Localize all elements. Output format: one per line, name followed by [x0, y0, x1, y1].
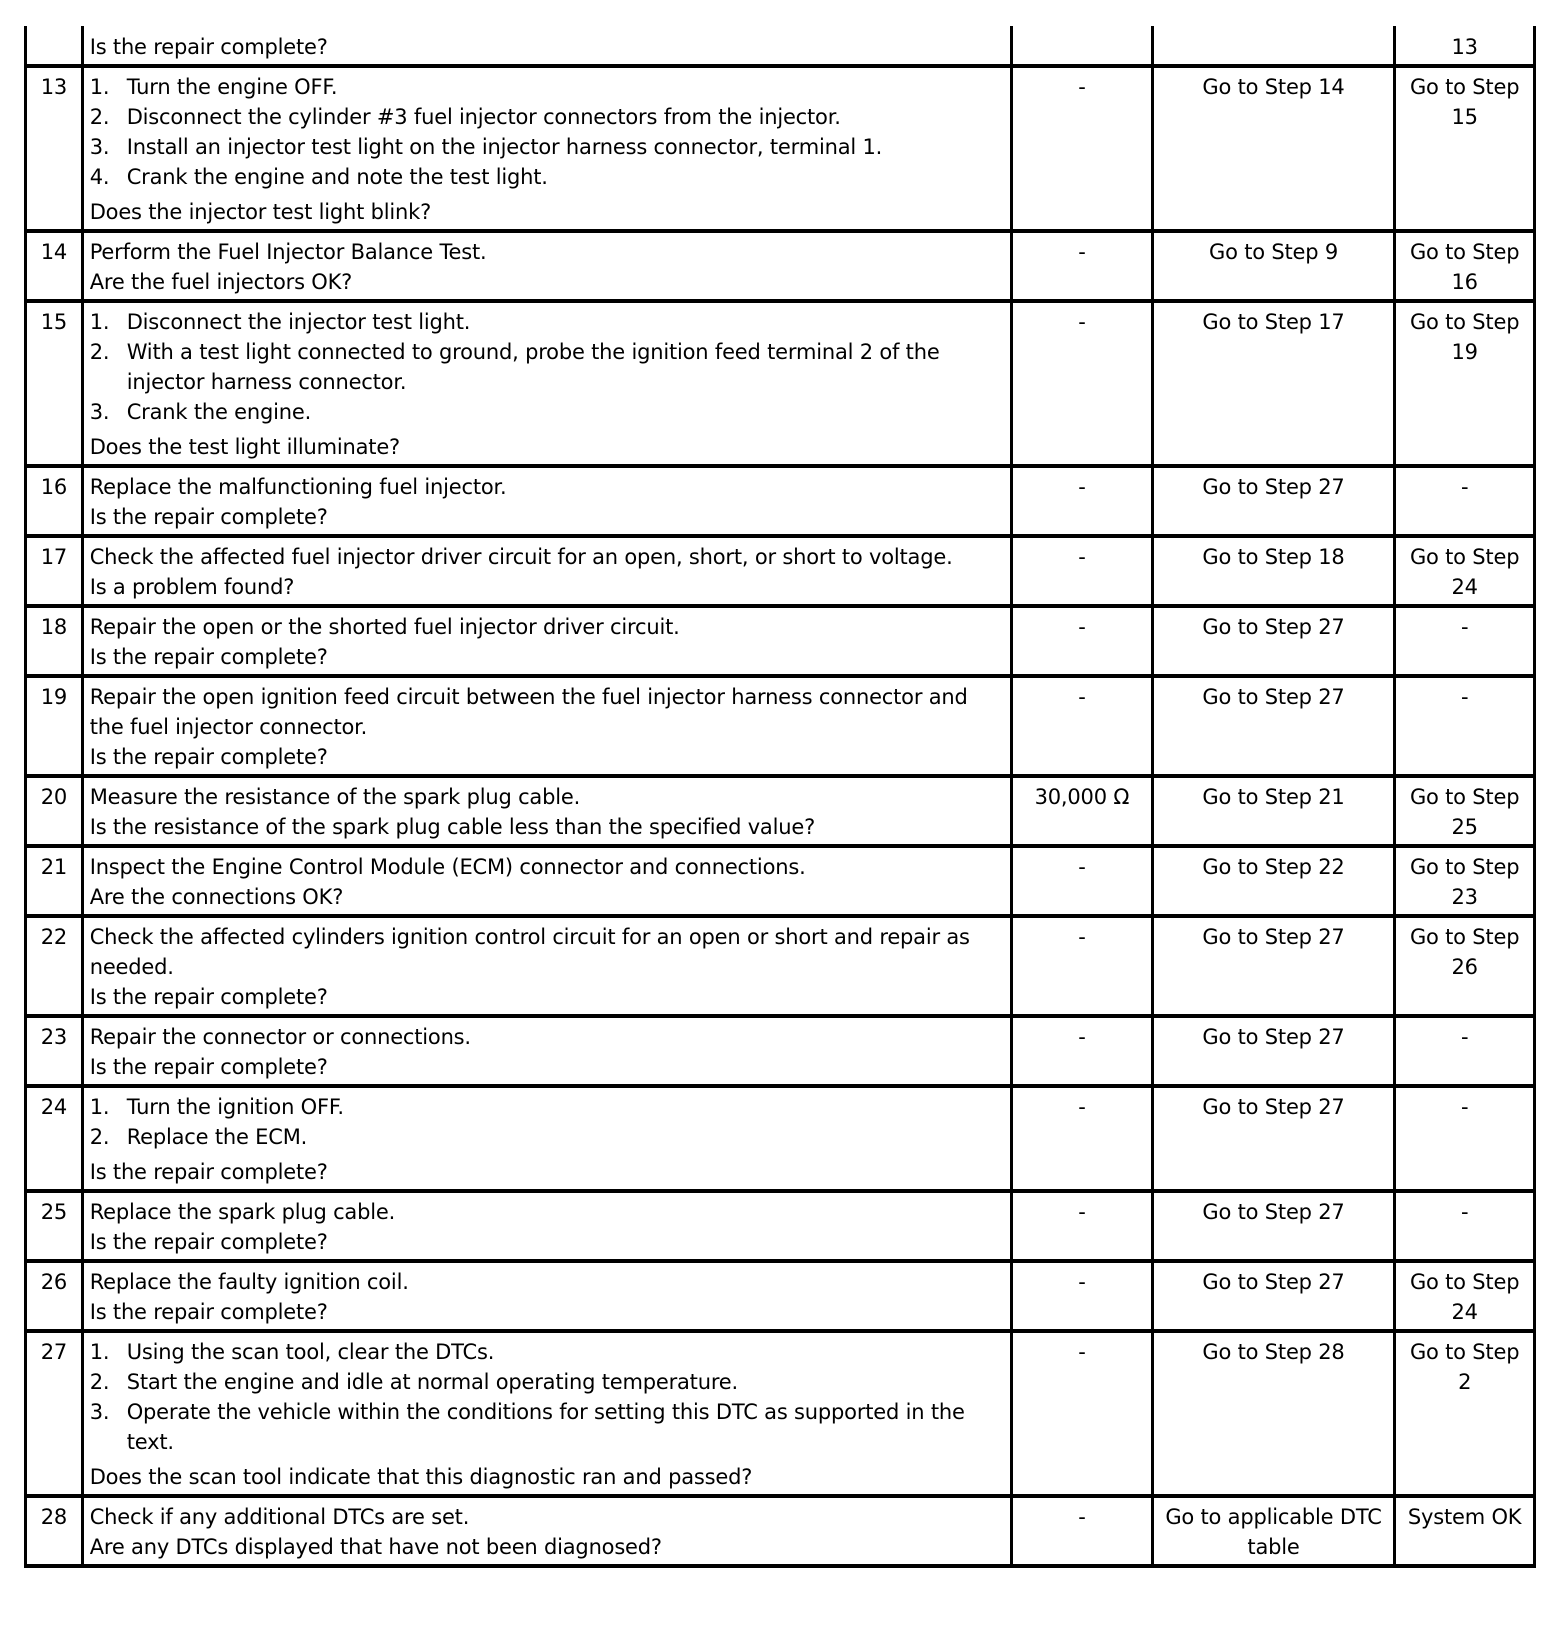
no-cell: Go to Step 25 — [1395, 776, 1535, 846]
table-body — [26, 26, 1535, 1566]
action-step-text: Turn the engine OFF. — [126, 75, 338, 99]
action-step — [90, 1397, 1004, 1457]
no-cell: Go to Step 24 — [1395, 536, 1535, 606]
table-row — [26, 1261, 1535, 1331]
yes-cell: Go to Step 27 — [1152, 1016, 1395, 1086]
action-text-line: Perform the Fuel Injector Balance Test. — [89, 240, 487, 264]
step-number-cell: 14 — [26, 231, 83, 301]
yes-cell — [1152, 26, 1395, 66]
action-text-line: Is the repair complete? — [89, 1055, 328, 1079]
action-cell — [82, 301, 1011, 466]
action-cell — [82, 606, 1011, 676]
step-cell — [26, 26, 83, 66]
action-step — [90, 72, 1004, 102]
no-cell: Go to Step 24 — [1395, 1261, 1535, 1331]
diagnostic-steps-table — [24, 26, 1536, 1568]
no-cell: Go to Step 2 — [1395, 1331, 1535, 1496]
table-row — [26, 1086, 1535, 1191]
action-text-line: Is the repair complete? — [89, 745, 328, 769]
table-row — [26, 1191, 1535, 1261]
table-row — [26, 1496, 1535, 1566]
action-text-line: Inspect the Engine Control Module (ECM) connector and connections. — [89, 855, 806, 879]
action-steps-list — [90, 72, 1004, 192]
action-step-text: Disconnect the injector test light. — [126, 310, 471, 334]
yes-cell: Go to Step 18 — [1152, 536, 1395, 606]
action-step — [90, 1337, 1004, 1367]
yes-cell: Go to Step 27 — [1152, 466, 1395, 536]
table-row — [26, 776, 1535, 846]
value-cell: - — [1012, 231, 1153, 301]
action-step-text: Using the scan tool, clear the DTCs. — [126, 1340, 495, 1364]
value-cell: - — [1012, 66, 1153, 231]
action-text-line: Measure the resistance of the spark plug cable. — [89, 785, 581, 809]
table-row — [26, 536, 1535, 606]
table-row — [26, 676, 1535, 776]
action-step-text: Crank the engine. — [126, 400, 312, 424]
value-cell: - — [1012, 606, 1153, 676]
yes-cell: Go to applicable DTC table — [1152, 1496, 1395, 1566]
action-steps-list — [90, 1337, 1004, 1457]
action-step-text: Turn the ignition OFF. — [126, 1095, 344, 1119]
table-row-continued — [26, 26, 1535, 66]
action-step-text: Install an injector test light on the injector harness connector, terminal 1. — [126, 135, 883, 159]
action-step — [90, 162, 1004, 192]
value-cell: - — [1012, 1261, 1153, 1331]
no-cell: - — [1395, 676, 1535, 776]
action-text-line: Replace the faulty ignition coil. — [89, 1270, 409, 1294]
step-number-cell: 19 — [26, 676, 83, 776]
action-steps-list — [90, 1092, 1004, 1152]
yes-cell: Go to Step 27 — [1152, 1086, 1395, 1191]
action-cell — [82, 846, 1011, 916]
action-cell — [82, 231, 1011, 301]
action-text-line: Repair the open ignition feed circuit between the fuel injector harness connector and the fuel injector connector. — [89, 685, 968, 739]
action-step-number: 2. — [89, 105, 110, 129]
action-step-number: 3. — [89, 135, 110, 159]
question-text: Is the repair complete? — [89, 1160, 328, 1184]
action-step-text: With a test light connected to ground, probe the ignition feed terminal 2 of the injector harness connector. — [126, 340, 940, 394]
value-cell: - — [1012, 301, 1153, 466]
action-step-number: 4. — [89, 165, 110, 189]
action-step — [90, 397, 1004, 427]
diagnostic-table-page — [24, 26, 1536, 1568]
action-steps-list — [90, 307, 1004, 427]
value-cell — [1012, 26, 1153, 66]
action-step-text: Crank the engine and note the test light. — [126, 165, 548, 189]
value-cell: 30,000 Ω — [1012, 776, 1153, 846]
step-number-cell: 16 — [26, 466, 83, 536]
step-number-cell: 26 — [26, 1261, 83, 1331]
action-cell — [82, 1016, 1011, 1086]
table-row — [26, 846, 1535, 916]
table-row — [26, 1331, 1535, 1496]
action-step — [90, 102, 1004, 132]
yes-cell: Go to Step 28 — [1152, 1331, 1395, 1496]
step-number-cell: 17 — [26, 536, 83, 606]
action-step — [90, 1367, 1004, 1397]
no-cell: System OK — [1395, 1496, 1535, 1566]
question-text: Does the injector test light blink? — [89, 200, 432, 224]
table-row — [26, 916, 1535, 1016]
action-step-number: 2. — [89, 340, 110, 364]
action-text-line: Is the repair complete? — [89, 505, 328, 529]
action-text-line: Are any DTCs displayed that have not been diagnosed? — [89, 1535, 662, 1559]
action-step — [90, 1092, 1004, 1122]
value-cell: - — [1012, 536, 1153, 606]
question-text: Is the repair complete? — [89, 35, 328, 59]
action-cell — [82, 536, 1011, 606]
yes-cell: Go to Step 27 — [1152, 1191, 1395, 1261]
value-cell: - — [1012, 1331, 1153, 1496]
yes-cell: Go to Step 27 — [1152, 606, 1395, 676]
action-text-line: Is the repair complete? — [89, 645, 328, 669]
action-step-number: 1. — [89, 1340, 110, 1364]
step-number-cell: 23 — [26, 1016, 83, 1086]
value-cell: - — [1012, 1016, 1153, 1086]
action-step — [90, 1122, 1004, 1152]
table-row — [26, 1016, 1535, 1086]
value-cell: - — [1012, 676, 1153, 776]
action-step-text: Operate the vehicle within the conditions for setting this DTC as supported in the text. — [126, 1400, 965, 1454]
action-step — [90, 337, 1004, 397]
value-cell: - — [1012, 1191, 1153, 1261]
no-cell: Go to Step 15 — [1395, 66, 1535, 231]
table-row — [26, 231, 1535, 301]
step-number-cell: 24 — [26, 1086, 83, 1191]
action-cell — [82, 1331, 1011, 1496]
no-cell: 13 — [1395, 26, 1535, 66]
action-cell — [82, 66, 1011, 231]
value-cell: - — [1012, 466, 1153, 536]
value-cell: - — [1012, 1086, 1153, 1191]
action-text-line: Is the repair complete? — [89, 985, 328, 1009]
action-cell — [82, 466, 1011, 536]
step-number-cell: 13 — [26, 66, 83, 231]
yes-cell: Go to Step 17 — [1152, 301, 1395, 466]
yes-cell: Go to Step 27 — [1152, 1261, 1395, 1331]
yes-cell: Go to Step 21 — [1152, 776, 1395, 846]
action-cell — [82, 1086, 1011, 1191]
action-cell — [82, 916, 1011, 1016]
question-text: Does the test light illuminate? — [89, 435, 401, 459]
no-cell: - — [1395, 1016, 1535, 1086]
action-step-number: 1. — [89, 75, 110, 99]
yes-cell: Go to Step 22 — [1152, 846, 1395, 916]
no-cell: - — [1395, 606, 1535, 676]
step-number-cell: 25 — [26, 1191, 83, 1261]
action-text-line: Replace the malfunctioning fuel injector. — [89, 475, 507, 499]
table-row — [26, 66, 1535, 231]
action-text-line: Is a problem found? — [89, 575, 295, 599]
action-cell — [82, 1496, 1011, 1566]
step-number-cell: 18 — [26, 606, 83, 676]
step-number-cell: 15 — [26, 301, 83, 466]
action-text-line: Check the affected cylinders ignition control circuit for an open or short and repair as needed. — [89, 925, 970, 979]
yes-cell: Go to Step 27 — [1152, 676, 1395, 776]
value-cell: - — [1012, 846, 1153, 916]
action-text-line: Are the fuel injectors OK? — [89, 270, 353, 294]
yes-cell: Go to Step 14 — [1152, 66, 1395, 231]
action-text-line: Is the repair complete? — [89, 1300, 328, 1324]
value-cell: - — [1012, 1496, 1153, 1566]
no-cell: - — [1395, 466, 1535, 536]
action-cell — [82, 1261, 1011, 1331]
action-step — [90, 132, 1004, 162]
action-cell — [82, 26, 1011, 66]
step-number-cell: 22 — [26, 916, 83, 1016]
action-text-line: Repair the connector or connections. — [89, 1025, 471, 1049]
action-step-number: 2. — [89, 1125, 110, 1149]
action-step-number: 3. — [89, 400, 110, 424]
step-number-cell: 21 — [26, 846, 83, 916]
no-cell: Go to Step 16 — [1395, 231, 1535, 301]
no-cell: - — [1395, 1086, 1535, 1191]
action-step-number: 1. — [89, 1095, 110, 1119]
yes-cell: Go to Step 9 — [1152, 231, 1395, 301]
action-step-text: Start the engine and idle at normal operating temperature. — [126, 1370, 738, 1394]
action-text-line: Check if any additional DTCs are set. — [89, 1505, 470, 1529]
step-number-cell: 27 — [26, 1331, 83, 1496]
action-step — [90, 307, 1004, 337]
action-cell — [82, 1191, 1011, 1261]
action-text-line: Is the resistance of the spark plug cable less than the specified value? — [89, 815, 816, 839]
table-row — [26, 606, 1535, 676]
no-cell: - — [1395, 1191, 1535, 1261]
action-step-text: Disconnect the cylinder #3 fuel injector connectors from the injector. — [126, 105, 841, 129]
question-text: Does the scan tool indicate that this diagnostic ran and passed? — [89, 1465, 753, 1489]
value-cell: - — [1012, 916, 1153, 1016]
action-step-number: 2. — [89, 1370, 110, 1394]
table-row — [26, 466, 1535, 536]
no-cell: Go to Step 19 — [1395, 301, 1535, 466]
action-step-number: 3. — [89, 1400, 110, 1424]
step-number-cell: 20 — [26, 776, 83, 846]
action-step-number: 1. — [89, 310, 110, 334]
action-text-line: Replace the spark plug cable. — [89, 1200, 396, 1224]
step-number-cell: 28 — [26, 1496, 83, 1566]
action-cell — [82, 776, 1011, 846]
yes-cell: Go to Step 27 — [1152, 916, 1395, 1016]
action-step-text: Replace the ECM. — [126, 1125, 308, 1149]
action-cell — [82, 676, 1011, 776]
no-cell: Go to Step 26 — [1395, 916, 1535, 1016]
action-text-line: Is the repair complete? — [89, 1230, 328, 1254]
action-text-line: Check the affected fuel injector driver circuit for an open, short, or short to voltage. — [89, 545, 953, 569]
table-row — [26, 301, 1535, 466]
no-cell: Go to Step 23 — [1395, 846, 1535, 916]
action-text-line: Are the connections OK? — [89, 885, 344, 909]
action-text-line: Repair the open or the shorted fuel injector driver circuit. — [89, 615, 680, 639]
